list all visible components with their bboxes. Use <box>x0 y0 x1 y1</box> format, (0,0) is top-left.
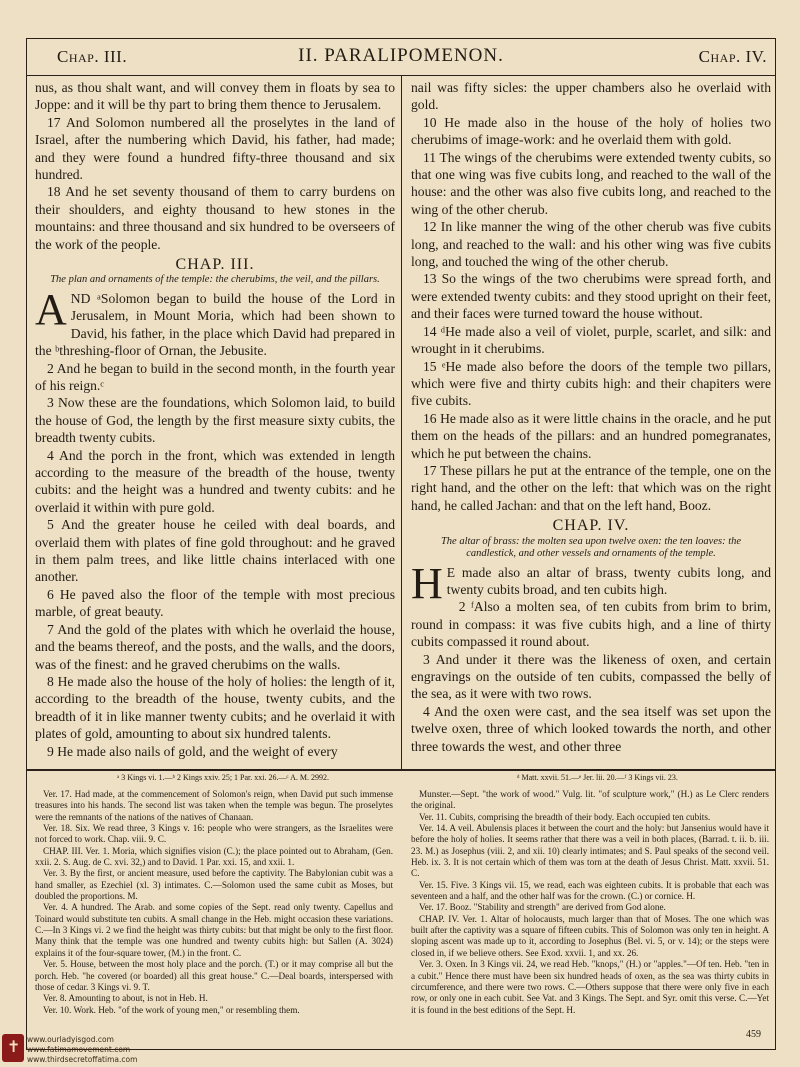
verse: 16 He made also as it were little chains in the oracle, and he put them on the heads of the pillars: and an hundred pomegranates, which he put between the chains. <box>411 410 771 461</box>
footer-link[interactable]: www.ourladyisgod.com <box>27 1035 114 1044</box>
note: Ver. 3. Oxen. In 3 Kings vii. 24, we read Heb. "knops," (H.) or "apples."—Of ten. Heb. "ten in a cubit." Hence there must have been six hundred heads of oxen, as the sea was thirty cubits in circumference, and there were two rows. C.—Others suppose that there were only five in each row, or only one in each cubit. See Vat. and 3 Kings. The Sept. and Syr. omit this verse. C.—Yet it is found in the best editions of the Sept. H. <box>411 959 769 1015</box>
drop-cap: H <box>411 558 443 608</box>
header-chapter-right: Chap. IV. <box>698 47 767 66</box>
cross-icon: ✝ <box>2 1034 24 1062</box>
chapter-heading: CHAP. IV. <box>552 517 630 535</box>
footer-link[interactable]: www.fatimamovement.com <box>27 1045 131 1054</box>
header-chapter-left: Chap. III. <box>57 47 128 66</box>
first-verse <box>35 284 395 360</box>
footnote-rule <box>27 769 775 771</box>
verse: 11 The wings of the cherubims were extended twenty cubits, so that one wing was five cubits long, and reached to the wall of the house: and the other was also five cubits long, and reached to the wing of the other cherub. <box>411 149 771 217</box>
continued-text: nail was fifty sicles: the upper chambers also he overlaid with gold. <box>411 80 771 113</box>
verse: 3 Now these are the foundations, which Solomon laid, to build the house of God, the length by the first measure sixty cubits, the breadth twenty cubits. <box>35 395 395 446</box>
verse: 6 He paved also the floor of the temple with most precious marble, of great beauty. <box>35 586 395 620</box>
note: Ver. 17. Booz. "Stability and strength" are derived from God alone. <box>419 902 666 913</box>
running-header <box>27 39 775 76</box>
note: Ver. 17. Had made, at the commencement of Solomon's reign, when David put such immense treasures into his hands. The second list was taken when the temple was begun. The proselytes were the remnants of the nations of the natives of Chanaan. <box>35 789 393 822</box>
verse: 4 And the porch in the front, which was extended in length according to the measure of the breadth of the house, twenty cubits: and the height was a hundred and twenty cubits: and he overlaid it within with pure gold. <box>35 447 395 515</box>
chapter-summary: The plan and ornaments of the temple: the cherubims, the veil, and the pillars. <box>50 274 380 286</box>
note: Ver. 11. Cubits, comprising the breadth of their body. Each occupied ten cubits. <box>419 811 711 822</box>
verse: 5 And the greater house he ceiled with deal boards, and overlaid them with plates of fine gold throughout: and he graved in them palm trees, and like little chains interlaced with one another. <box>35 517 395 585</box>
footer-links <box>27 1035 137 1065</box>
verse: 10 He made also in the house of the holy of holies two cherubims of image-work: and he overlaid them with gold. <box>411 114 771 148</box>
verse: 18 And he set seventy thousand of them to carry burdens on their shoulders, and eighty thousand to hew stones in the mountains: and three thousand and six hundred to be overseers of the work of the people. <box>35 184 395 252</box>
commentary-right <box>411 789 769 1016</box>
verse: 8 He made also the house of the holy of holies: the length of it, according to the breadth of the house, twenty cubits, and the breadth of it in like manner twenty cubits; and he overlaid it with plates of gold, amounting to about six hundred talents. <box>35 673 395 742</box>
note: Ver. 14. A veil. Abulensis places it between the court and the holy: but Jansenius would have it before the holy of holies. It seems rather that there was a veil in both places, (Barrad. t. ii. b. iii. 23. M.) as Josephus (viii. 2, and xii. 10) clearly intimates; and S. Paul speaks of the second veil. Heb. ix. 3. It is not certain which of them was torn at the death of Jesus Christ. Matt. xxvii. 51. C. <box>411 823 769 879</box>
note: CHAP. IV. Ver. 1. Altar of holocausts, much larger than that of Moses. The one which was built after the captivity was a square of fifteen cubits. This of Solomon was only ten in height. A sloping ascent was made up to it, according to Josephus (Bel. vi. 5, or v. 14); or the steps were closed in, if we believe others. See Exod. xxvii. 1, and xx. 26. <box>411 913 769 958</box>
right-column <box>411 79 771 755</box>
verse: 17 These pillars he put at the entrance of the temple, one on the right hand, and the other on the left: that which was on the right hand, he called Jachan: and that on the left hand, Booz. <box>411 462 771 513</box>
drop-cap: A <box>35 284 67 334</box>
note: Ver. 8. Amounting to about, is not in Heb. H. <box>43 993 208 1004</box>
note: Ver. 18. Six. We read three, 3 Kings v. 16: people who were strangers, as the Israelites were not forced to work. Chap. viii. 9. C. <box>35 823 393 845</box>
column-divider <box>401 76 402 769</box>
header-book-title: II. PARALIPOMENON. <box>298 45 504 66</box>
continued-text: nus, as thou shalt want, and will convey them in floats by sea to Joppe: and it will be thy part to bring them thence to Jerusalem. <box>35 80 395 113</box>
footer-link[interactable]: www.thirdsecretoffatima.com <box>27 1055 138 1064</box>
verse: 17 And Solomon numbered all the proselytes in the land of Israel, after the numbering which David, his father, had made; and they were found a hundred fifty-three thousand and six hundred. <box>35 114 395 183</box>
note: Ver. 3. By the first, or ancient measure, used before the captivity. The Babylonian cubit was a hand smaller, as Ezechiel (xl. 3) intimates. C.—Solomon used the same cubit as Moses, but doubled the proportions. M. <box>35 868 393 902</box>
first-verse-text: E made also an altar of brass, twenty cubits long, and twenty cubits broad, and ten cubits high. <box>446 564 771 597</box>
note: CHAP. III. Ver. 1. Moria, which signifies vision (C.); the place pointed out to Abraham, (Gen. xxii. 2. S. Aug. de C. xvi. 32,) and to David. 1 Par. xxi. 15, and xxii. 1. <box>35 845 393 868</box>
first-verse-text: ND ᵃSolomon began to build the house of the Lord in Jerusalem, in Mount Moria, which had been shown to David, his father, in the place which David had prepared in the ᵇthreshing-floor of Ornan, the Jebusite. <box>35 290 395 359</box>
chapter-heading: CHAP. III. <box>175 256 255 274</box>
page-frame <box>26 38 776 1050</box>
footnote-refs-right: ᵈ Matt. xxvii. 51.—ᵉ Jer. lii. 20.—ᶠ 3 Kings vii. 23. <box>517 773 678 782</box>
left-column <box>35 79 395 760</box>
verse: 14 ᵈHe made also a veil of violet, purple, scarlet, and silk: and wrought in it cherubims. <box>411 323 771 357</box>
first-verse <box>411 558 771 608</box>
chapter-summary: The altar of brass: the molten sea upon twelve oxen: the ten loaves: the candlestick, and other vessels and ornaments of the temple. <box>440 535 742 560</box>
footnote-refs-left: ᵃ 3 Kings vi. 1.—ᵇ 2 Kings xxiv. 25; 1 Par. xxi. 26.—ᶜ A. M. 2992. <box>117 773 329 782</box>
verse: 2 ᶠAlso a molten sea, of ten cubits from brim to brim, round in compass: it was five cubits high, and a line of thirty cubits compassed it round about. <box>411 599 771 650</box>
note: Ver. 5. House, between the most holy place and the porch. (T.) or it may comprise all but the porch. Heb. "he covered (or boarded) all this great house." C.—Deal boards, interspersed with those of cedar. 3 Kings vi. 9. T. <box>35 959 393 992</box>
note: Ver. 4. A hundred. The Arab. and some copies of the Sept. read only twenty. Capellus and Toinard would substitute ten cubits. A small change in the Heb. might occasion these variations. C.—In 3 Kings vi. 2 we find the height was thirty cubits: but that might be only to the first floor. Many think that the temple was one hundred and twenty cubits high: but Sallen (A. 3024) explains it of the four-square tower, (M.) in the front. C. <box>35 902 393 958</box>
page-number: 459 <box>746 1029 761 1040</box>
verse: 2 And he began to build in the second month, in the fourth year of his reign.ᶜ <box>35 360 395 393</box>
note: Munster.—Sept. "the work of wood." Vulg. lit. "of sculpture work," (H.) as Le Clerc renders the original. <box>411 789 769 811</box>
verse: 3 And under it there was the likeness of oxen, and certain engravings on the outside of ten cubits, compassed the belly of the sea, as it were with two rows. <box>411 651 771 702</box>
verse: 4 And the oxen were cast, and the sea itself was set upon the twelve oxen, three of which looked towards the north, and other three towards the west, and other three <box>411 703 771 754</box>
note: Ver. 10. Work. Heb. "of the work of young men," or resembling them. <box>43 1004 300 1015</box>
verse: 7 And the gold of the plates with which he overlaid the house, and the beams thereof, and the posts, and the walls, and the doors, was of the finest: and he graved cherubims on the walls. <box>35 621 395 672</box>
verse: 13 So the wings of the two cherubims were spread forth, and were extended twenty cubits: and they stood upright on their feet, and their faces were turned toward the house without. <box>411 271 771 322</box>
note: Ver. 15. Five. 3 Kings vii. 15, we read, each was eighteen cubits. It is probable that each was seventeen and a half, and the other half was for the crown. (C.) or cornice. H. <box>411 879 769 902</box>
verse: 12 In like manner the wing of the other cherub was five cubits long, and reached to the wall: and his other wing was five cubits long, and touched the wing of the other cherub. <box>411 219 771 270</box>
verse: 9 He made also nails of gold, and the weight of every <box>47 743 338 759</box>
verse: 15 ᵉHe made also before the doors of the temple two pillars, which were five and thirty cubits high: and their chapiters were five cubits. <box>411 358 771 409</box>
commentary-left <box>35 789 393 1016</box>
